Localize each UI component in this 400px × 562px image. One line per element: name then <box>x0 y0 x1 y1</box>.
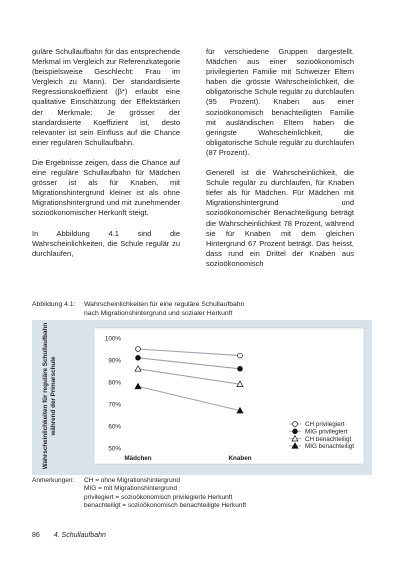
data-point <box>136 347 141 352</box>
legend-entry: MIG benachteiligt <box>305 443 355 451</box>
legend-marker <box>293 422 298 427</box>
caption-line: Wahrscheinlichkeiten für eine reguläre Schullaufbahn <box>84 301 245 308</box>
y-tick-label: 70% <box>108 401 121 409</box>
note-line: CH = ohne Migrationshintergrund <box>84 477 180 484</box>
note-line: MIG = mit Migrationshintergrund <box>84 485 178 493</box>
legend-entry: CH privilegiert <box>305 421 345 429</box>
data-point <box>238 353 243 358</box>
data-point <box>136 355 141 360</box>
data-point <box>238 366 243 371</box>
chart-panel <box>32 320 372 475</box>
y-tick-label: 80% <box>108 379 121 387</box>
text-column-left <box>32 47 180 269</box>
x-tick-label: Knaben <box>228 455 252 462</box>
figure-label: Abbildung 4.1: <box>32 301 76 308</box>
paragraph: guläre Schullaufbahn für das entsprechende Merkmal im Vergleich zur Referenzkategorie (beispielsweise Geschlecht: Frau im Vergleich zu Mann). Der standardisierte Regressionskoeffizient (β*) erlaubt eine qualitative Einschätzung der Effektstärken der Merkmale: Je grösser der standardisierte Koeffizient ist, desto relevanter ist sein Einfluss auf die Chance einer regulären Schullaufbahn. <box>32 47 180 147</box>
paragraph: In Abbildung 4.1 sind die Wahrscheinlichkeiten, die Schule regulär zu durchlaufen, <box>32 228 180 258</box>
x-tick-label: Mädchen <box>124 455 152 462</box>
y-tick-label: 100% <box>104 335 121 343</box>
chapter-title: 4. Schullaufbahn <box>53 532 106 539</box>
paragraph: für verschiedene Gruppen dargestellt. Mädchen aus einer sozioökonomisch privilegierten Familie mit Schweizer Eltern haben die grösste Wahrscheinlichkeit, die obligatorische Schule regulär zu durchlaufen (95 Prozent). Knaben aus einer sozioökonomisch benachteiligten Familie mit ausländischen Eltern haben die geringste Wahrscheinlichkeit, die obligatorische Schule regulär zu durchlaufen (87 Prozent). <box>206 47 355 157</box>
legend-entry: CH benachteiligt <box>305 435 352 443</box>
notes-label: Anmerkungen: <box>32 477 75 484</box>
legend-entry: MIG privilegiert <box>305 428 348 436</box>
note-line: benachteiligt = sozioökonomisch benachteiligte Herkunft <box>84 501 247 509</box>
line-chart <box>32 320 372 475</box>
y-tick-label: 50% <box>108 445 121 453</box>
legend-marker <box>293 429 298 434</box>
page-number: 86 <box>32 532 40 539</box>
note-line: privilegiert = sozioökonomisch privilegierte Herkunft <box>84 493 233 501</box>
y-tick-label: 90% <box>108 357 121 365</box>
y-axis-label: während der Primarschule <box>50 356 57 436</box>
page-footer <box>32 532 106 539</box>
text-column-right <box>206 47 354 279</box>
caption-line: nach Migrationshintergrund und sozialer Herkunft <box>84 310 233 317</box>
paragraph: Die Ergebnisse zeigen, dass die Chance auf eine reguläre Schullaufbahn für Mädchen grösser ist als für Knaben, mit Migrationshintergrund kleiner ist als ohne Migrationshintergrund und mit zunehmender sozioökonomischer Herkunft steigt. <box>32 157 180 218</box>
y-axis-label: Wahrscheinlichkeiten für reguläre Schullaufbahn <box>42 322 49 470</box>
y-tick-label: 60% <box>108 423 121 431</box>
paragraph: Generell ist die Wahrscheinlichkeit, die Schule regulär zu durchlaufen, für Knaben tiefer als für Mädchen. Für Mädchen mit Migrationshintergrund und sozioökonomischer Benachteiligung beträgt die Wahrscheinlichkeit 78 Prozent, während sie für Knaben mit dem gleichen Hintergrund 67 Prozent beträgt. Das heisst, dass rund ein Drittel der Knaben aus sozioökonomisch <box>206 168 354 268</box>
